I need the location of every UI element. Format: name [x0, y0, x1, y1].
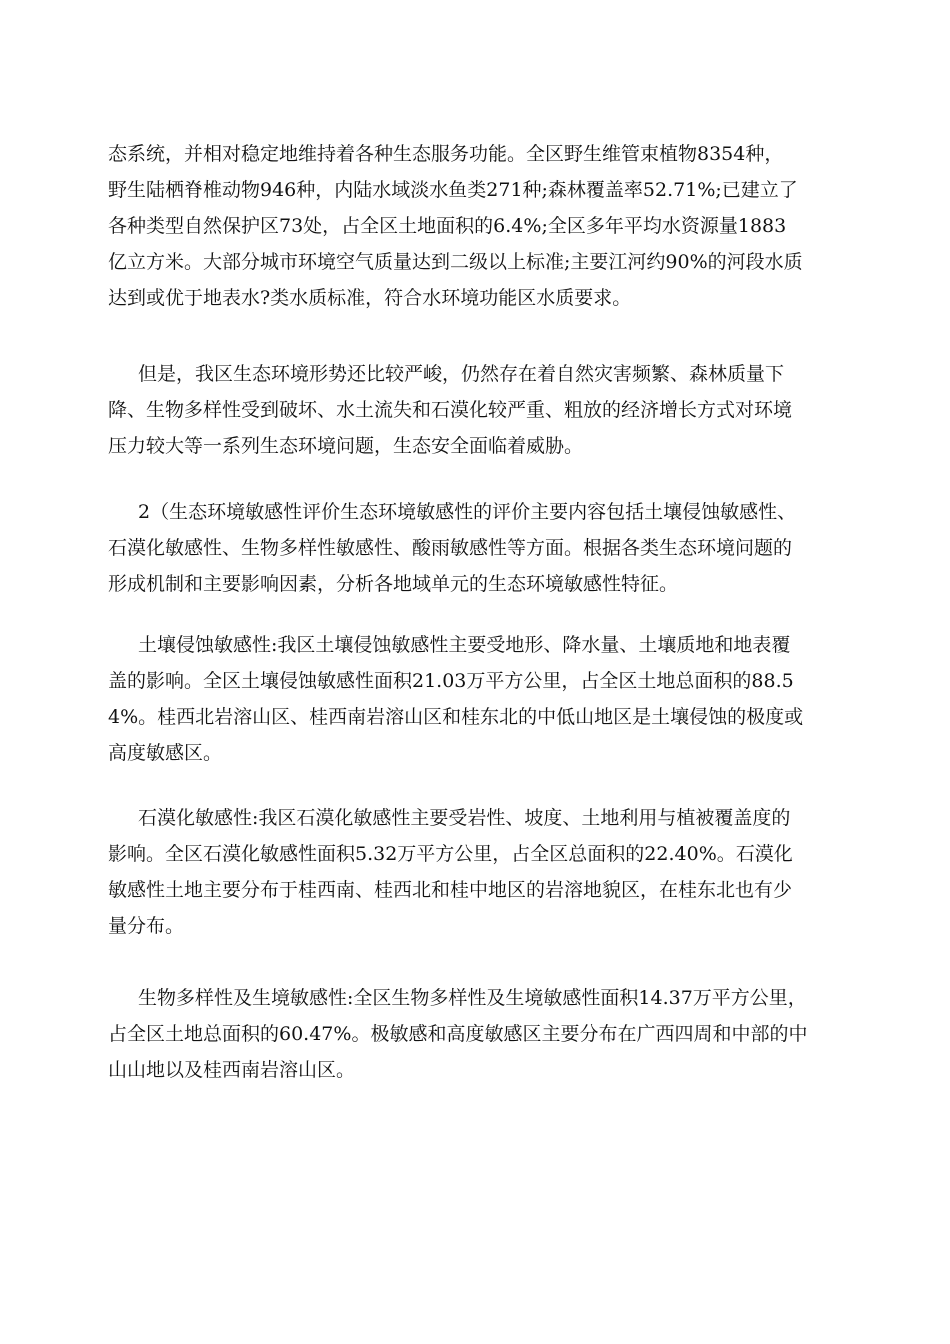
paragraph-ecological-problems	[108, 356, 842, 464]
paragraph-ecosystem-overview	[108, 136, 842, 316]
text-line: 山山地以及桂西南岩溶山区。	[108, 1059, 356, 1081]
text-line: 生物多样性及生境敏感性:全区生物多样性及生境敏感性面积14.37万平方公里，	[138, 987, 807, 1009]
paragraph-soil-erosion	[108, 627, 842, 771]
text-line: 形成机制和主要影响因素，分析各地域单元的生态环境敏感性特征。	[108, 573, 679, 595]
text-line: 盖的影响。全区土壤侵蚀敏感性面积21.03万平方公里，占全区土地总面积的88.5	[108, 670, 794, 692]
paragraph-sensitivity-evaluation	[108, 494, 842, 602]
text-line: 占全区土地总面积的60.47%。极敏感和高度敏感区主要分布在广西四周和中部的中	[108, 1023, 808, 1045]
paragraph-rocky-desertification	[108, 800, 842, 944]
text-line: 2（生态环境敏感性评价生态环境敏感性的评价主要内容包括土壤侵蚀敏感性、	[138, 501, 797, 523]
paragraph-biodiversity	[108, 980, 842, 1088]
text-line: 压力较大等一系列生态环境问题，生态安全面临着威胁。	[108, 435, 584, 457]
text-line: 达到或优于地表水?类水质标准，符合水环境功能区水质要求。	[108, 287, 632, 309]
text-line: 石漠化敏感性:我区石漠化敏感性主要受岩性、坡度、土地利用与植被覆盖度的	[138, 807, 791, 829]
text-line: 石漠化敏感性、生物多样性敏感性、酸雨敏感性等方面。根据各类生态环境问题的	[108, 537, 793, 559]
text-line: 野生陆栖脊椎动物946种，内陆水域淡水鱼类271种;森林覆盖率52.71%;已建立了	[108, 179, 798, 201]
text-line: 4%。桂西北岩溶山区、桂西南岩溶山区和桂东北的中低山地区是土壤侵蚀的极度或	[108, 706, 804, 728]
text-line: 敏感性土地主要分布于桂西南、桂西北和桂中地区的岩溶地貌区，在桂东北也有少	[108, 879, 793, 901]
text-line: 降、生物多样性受到破坏、水土流失和石漠化较严重、粗放的经济增长方式对环境	[108, 399, 793, 421]
text-line: 态系统，并相对稳定地维持着各种生态服务功能。全区野生维管束植物8354种，	[108, 143, 784, 165]
text-line: 量分布。	[108, 915, 185, 937]
text-line: 亿立方米。大部分城市环境空气质量达到二级以上标准;主要江河约90%的河段水质	[108, 251, 803, 273]
text-line: 高度敏感区。	[108, 742, 223, 764]
text-line: 各种类型自然保护区73处，占全区土地面积的6.4%;全区多年平均水资源量1883	[108, 215, 787, 237]
text-line: 但是，我区生态环境形势还比较严峻，仍然存在着自然灾害频繁、森林质量下	[138, 363, 785, 385]
text-line: 影响。全区石漠化敏感性面积5.32万平方公里，占全区总面积的22.40%。石漠化	[108, 843, 793, 865]
text-line: 土壤侵蚀敏感性:我区土壤侵蚀敏感性主要受地形、降水量、土壤质地和地表覆	[138, 634, 791, 656]
